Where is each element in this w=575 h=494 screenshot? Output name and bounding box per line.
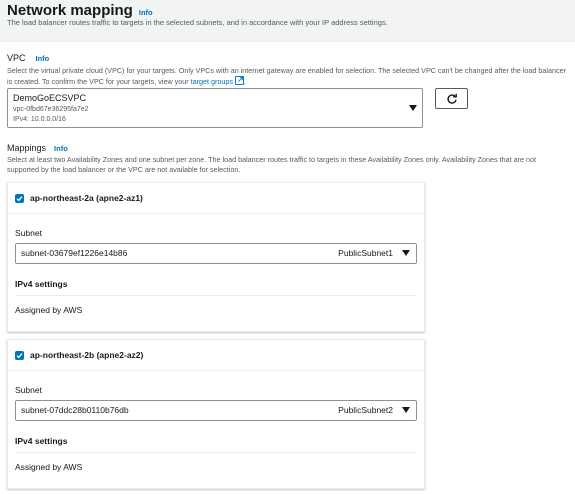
target-groups-link[interactable] bbox=[191, 77, 244, 86]
subnet-select[interactable] bbox=[15, 243, 417, 264]
vpc-label-row bbox=[7, 53, 49, 63]
page-title: Network mapping bbox=[7, 2, 133, 19]
chevron-down-icon bbox=[402, 250, 410, 256]
ipv4-settings-title: IPv4 settings bbox=[15, 436, 68, 446]
vpc-label: VPC bbox=[7, 53, 26, 63]
chevron-down-icon bbox=[402, 407, 410, 413]
refresh-button[interactable] bbox=[435, 88, 468, 109]
mappings-label: Mappings bbox=[7, 143, 47, 153]
mappings-info-link[interactable]: Info bbox=[54, 144, 68, 153]
vpc-select[interactable] bbox=[7, 88, 423, 128]
vpc-selected-cidr: IPv4: 10.0.0.0/16 bbox=[13, 116, 66, 123]
subnet-id: subnet-07ddc28b0110b76db bbox=[21, 405, 129, 415]
external-link-icon bbox=[235, 76, 244, 85]
ipv4-settings-title: IPv4 settings bbox=[15, 279, 68, 289]
az-card bbox=[7, 182, 425, 332]
subnet-id: subnet-03679ef1226e14b86 bbox=[21, 248, 128, 258]
az-checkbox[interactable] bbox=[15, 194, 24, 203]
subnet-label: Subnet bbox=[15, 385, 42, 395]
vpc-info-link[interactable]: Info bbox=[35, 54, 50, 63]
check-icon bbox=[16, 195, 23, 202]
mappings-label-row bbox=[7, 143, 68, 153]
target-groups-link-label: target groups bbox=[190, 77, 233, 86]
section-title-row bbox=[7, 2, 153, 19]
refresh-icon bbox=[446, 93, 458, 105]
az-card bbox=[7, 339, 425, 489]
vpc-help-body: Select the virtual private cloud (VPC) for your targets. Only VPCs with an internet gateway are enabled for selection. The selected VPC can't be changed after the load balancer is created. To confirm the VPC for your targets, view your bbox=[7, 66, 566, 86]
info-link[interactable]: Info bbox=[138, 8, 153, 17]
divider bbox=[8, 213, 424, 214]
ipv4-settings-value: Assigned by AWS bbox=[15, 305, 83, 315]
section-description: The load balancer routes traffic to targets in the selected subnets, and in accordance with your IP address settings. bbox=[7, 18, 388, 27]
az-card-header bbox=[15, 193, 143, 203]
az-checkbox[interactable] bbox=[15, 351, 24, 360]
divider bbox=[8, 370, 424, 371]
subnet-label: Subnet bbox=[15, 228, 42, 238]
vpc-help-text: Select the virtual private cloud (VPC) for your targets. Only VPCs with an internet gateway are enabled for selection. The selected VPC can't be changed after the load balancer is created. To confirm the VPC for your targets, view your target groups . bbox=[7, 66, 566, 86]
subnet-name: PublicSubnet2 bbox=[338, 405, 393, 415]
check-icon bbox=[16, 352, 23, 359]
subnet-select[interactable] bbox=[15, 400, 417, 421]
ipv4-settings-value: Assigned by AWS bbox=[15, 462, 83, 472]
vpc-selected-id: vpc-0fbd67e36295fa7e2 bbox=[13, 106, 89, 113]
mappings-help-text: Select at least two Availability Zones and one subnet per zone. The load balancer routes traffic to targets in these Availability Zones only. Availability Zones that are not supported by the load balancer or the VPC are not available for selection. bbox=[7, 155, 536, 174]
az-label: ap-northeast-2b (apne2-az2) bbox=[30, 350, 144, 360]
divider bbox=[15, 452, 417, 453]
vpc-selected-name: DemoGoECSVPC bbox=[13, 93, 87, 103]
az-label: ap-northeast-2a (apne2-az1) bbox=[30, 193, 143, 203]
divider bbox=[15, 295, 417, 296]
divider bbox=[0, 41, 575, 42]
chevron-down-icon bbox=[409, 105, 417, 111]
subnet-name: PublicSubnet1 bbox=[338, 248, 393, 258]
az-card-header bbox=[15, 350, 143, 360]
